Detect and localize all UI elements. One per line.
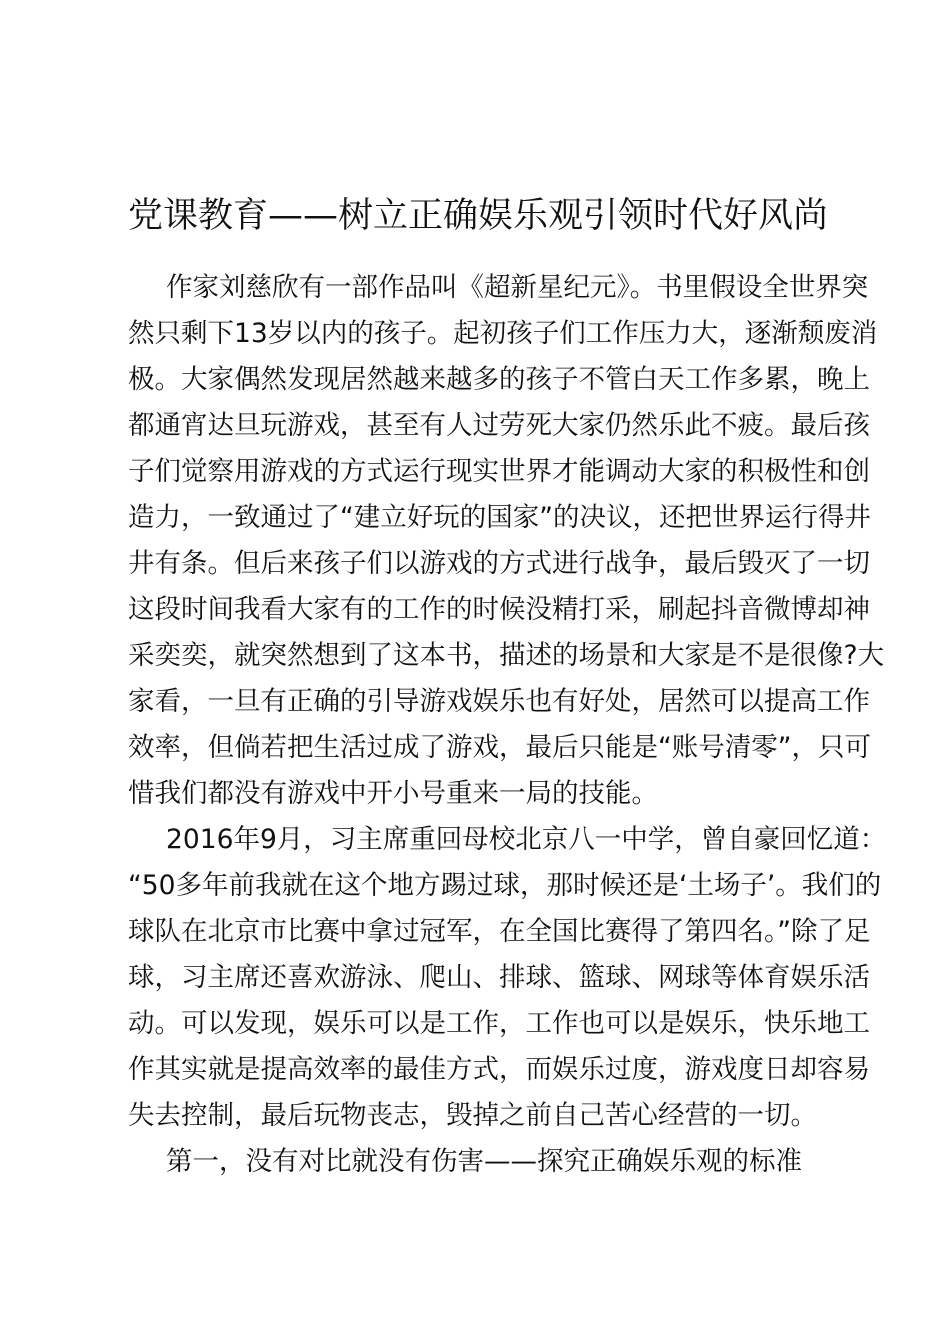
document-title: 党课教育——树立正确娱乐观引领时代好风尚	[128, 196, 829, 236]
text-line: 惜我们都没有游戏中开小号重来一局的技能。	[128, 778, 658, 809]
paragraph-1	[128, 265, 885, 817]
text-line: 采奕奕，就突然想到了这本书，描述的场景和大家是不是很像?大	[128, 640, 885, 671]
text-line: 2016年9月，习主席重回母校北京八一中学，曾自豪回忆道：	[166, 824, 887, 855]
text-line: 球，习主席还喜欢游泳、爬山、排球、篮球、网球等体育娱乐活	[128, 962, 870, 993]
text-line: 都通宵达旦玩游戏，甚至有人过劳死大家仍然乐此不疲。最后孩	[128, 410, 870, 441]
text-line: 效率，但倘若把生活过成了游戏，最后只能是“账号清零”，只可	[128, 732, 871, 763]
paragraph-2	[128, 817, 887, 1139]
text-line: 然只剩下13岁以内的孩子。起初孩子们工作压力大，逐渐颓废消	[128, 318, 878, 349]
paragraph-3	[128, 1139, 858, 1185]
text-line: 作其实就是提高效率的最佳方式，而娱乐过度，游戏度日却容易	[128, 1054, 870, 1085]
text-line: 子们觉察用游戏的方式运行现实世界才能调动大家的积极性和创	[128, 456, 870, 487]
text-line: 动。可以发现，娱乐可以是工作，工作也可以是娱乐，快乐地工	[128, 1008, 870, 1039]
text-line: 极。大家偶然发现居然越来越多的孩子不管白天工作多累，晚上	[128, 364, 870, 395]
text-line: 井有条。但后来孩子们以游戏的方式进行战争，最后毁灭了一切	[128, 548, 870, 579]
text-line: 这段时间我看大家有的工作的时候没精打采，刷起抖音微博却神	[128, 594, 870, 625]
text-line: 家看，一旦有正确的引导游戏娱乐也有好处，居然可以提高工作	[128, 686, 870, 717]
text-line: 失去控制，最后玩物丧志，毁掉之前自己苦心经营的一切。	[128, 1100, 817, 1131]
text-line: “50多年前我就在这个地方踢过球，那时候还是‘土场子’。我们的	[128, 870, 882, 901]
document-body	[128, 265, 887, 1185]
text-line: 球队在北京市比赛中拿过冠军，在全国比赛得了第四名。”除了足	[128, 916, 871, 947]
text-line: 第一，没有对比就没有伤害——探究正确娱乐观的标准	[166, 1146, 802, 1177]
text-line: 作家刘慈欣有一部作品叫《超新星纪元》。书里假设全世界突	[166, 272, 869, 303]
text-line: 造力，一致通过了“建立好玩的国家”的决议，还把世界运行得井	[128, 502, 871, 533]
